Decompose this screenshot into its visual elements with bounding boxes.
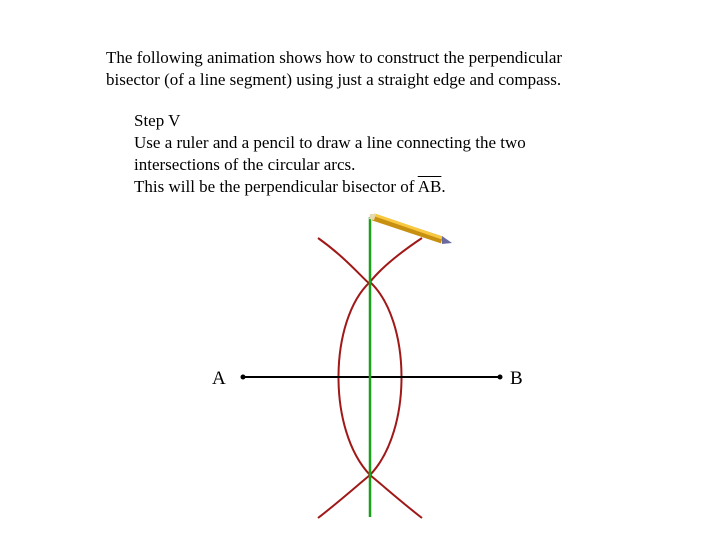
point-a bbox=[241, 375, 246, 380]
step-title: Step V bbox=[134, 111, 181, 130]
label-b: B bbox=[510, 368, 523, 389]
step-line-3-prefix: This will be the perpendicular bisector of bbox=[134, 177, 418, 196]
intro-line-1: The following animation shows how to construct the perpendicular bbox=[106, 48, 563, 67]
pencil-icon bbox=[369, 214, 452, 244]
label-a: A bbox=[212, 368, 226, 389]
step-line-2: intersections of the circular arcs. bbox=[134, 155, 356, 174]
step-line-3-suffix: . bbox=[441, 177, 446, 196]
intro-line-2: bisector (of a line segment) using just a straight edge and compass. bbox=[106, 70, 562, 89]
point-b bbox=[498, 375, 503, 380]
step-line-1: Use a ruler and a pencil to draw a line connecting the two bbox=[134, 133, 526, 152]
segment-name: $\overline{AB}$ bbox=[417, 177, 442, 196]
